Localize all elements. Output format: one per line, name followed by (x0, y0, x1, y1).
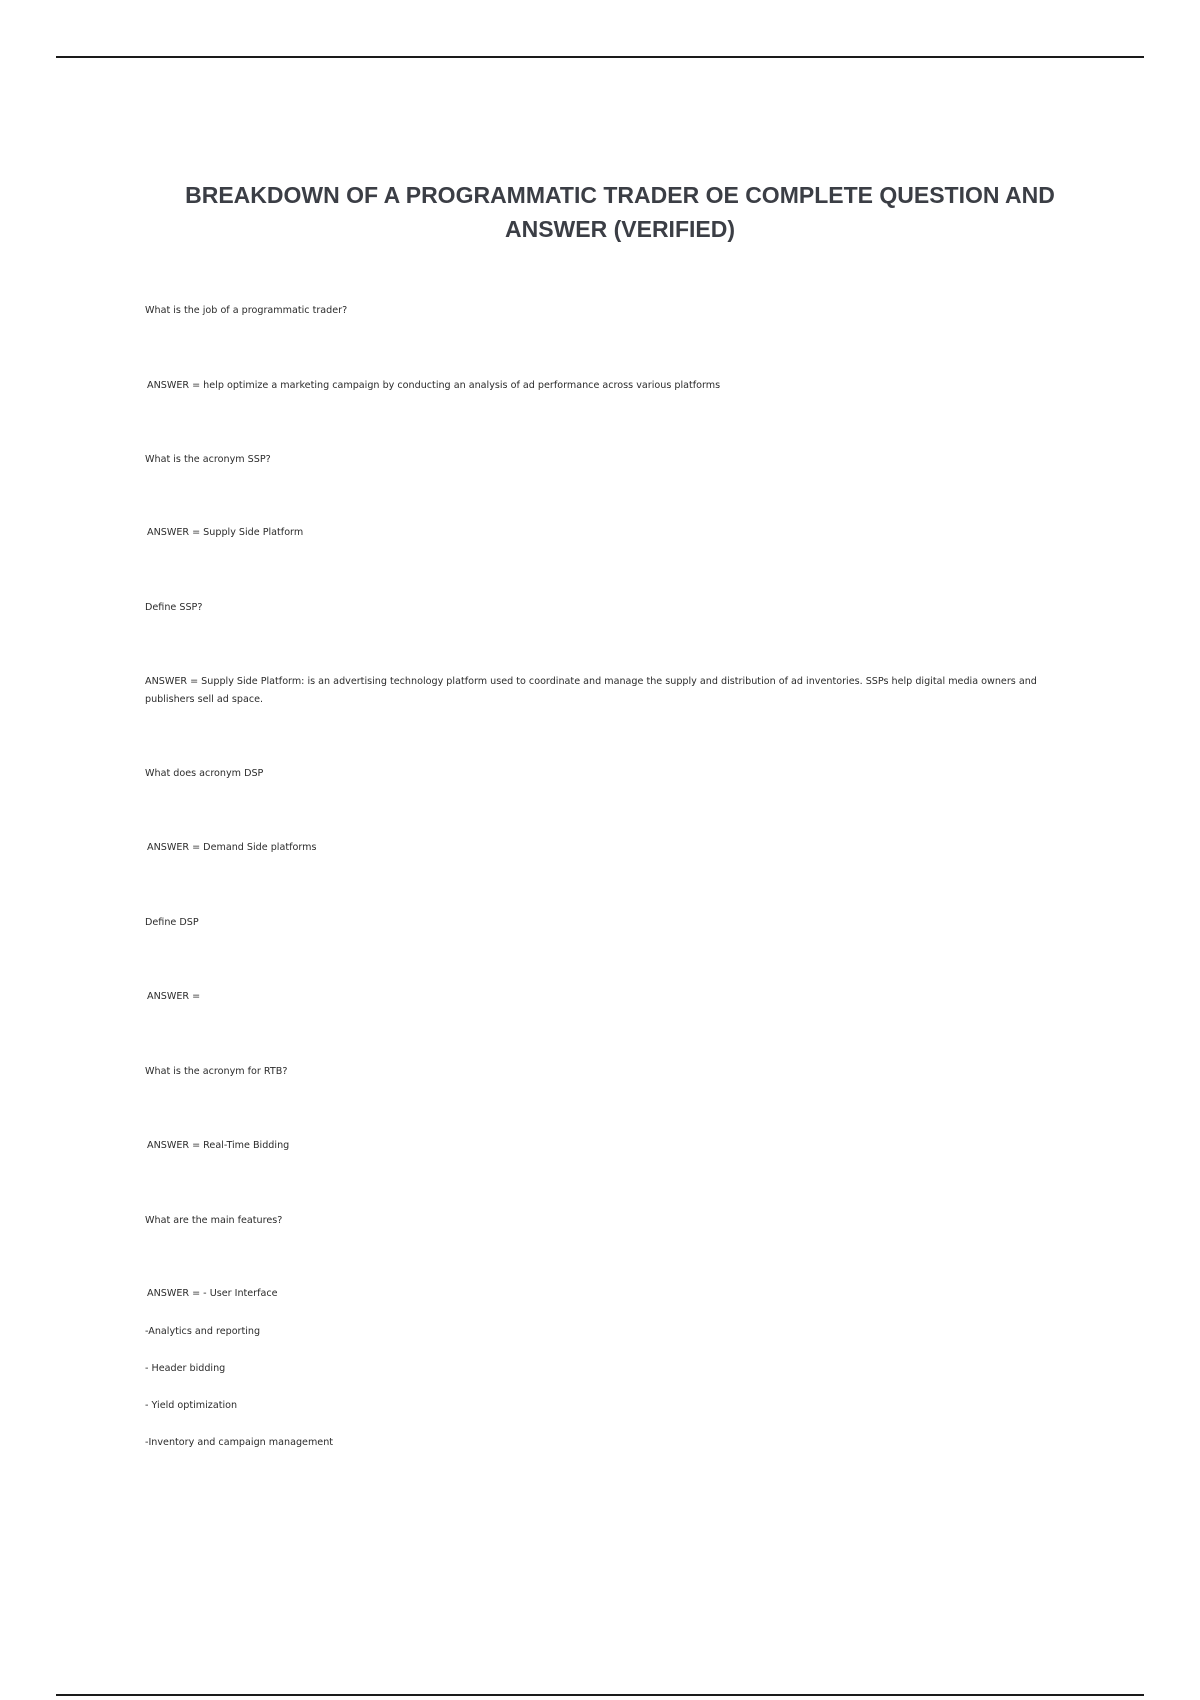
document-title: BREAKDOWN OF A PROGRAMMATIC TRADER OE COMPLETE QUESTION AND ANSWER (VERIFIED) (185, 182, 1055, 242)
question-define-ssp: Define SSP? (145, 602, 203, 613)
answer-acronym-dsp: ANSWER = Demand Side platforms (147, 842, 317, 853)
answer-main-features: ANSWER = - User Interface (147, 1288, 278, 1299)
feature-analytics-reporting: -Analytics and reporting (145, 1326, 261, 1337)
answer-acronym-rtb: ANSWER = Real-Time Bidding (147, 1140, 290, 1151)
answer-define-ssp: ANSWER = Supply Side Platform: is an advertising technology platform used to coordinate and manage the supply and distribution of ad inventories. SSPs help digital media owners and publishers sell ad space. (145, 676, 1037, 705)
top-rule (56, 56, 1144, 58)
feature-inventory-campaign-management: -Inventory and campaign management (145, 1437, 334, 1448)
question-acronym-ssp: What is the acronym SSP? (145, 454, 271, 465)
question-job-of-trader: What is the job of a programmatic trader? (145, 305, 348, 316)
answer-define-dsp: ANSWER = (147, 991, 201, 1002)
feature-header-bidding: - Header bidding (145, 1363, 226, 1374)
question-acronym-dsp: What does acronym DSP (145, 768, 264, 779)
answer-acronym-ssp: ANSWER = Supply Side Platform (147, 527, 304, 538)
question-main-features: What are the main features? (145, 1215, 283, 1226)
answer-job-of-trader: ANSWER = help optimize a marketing campaign by conducting an analysis of ad performance across various platforms (147, 380, 721, 391)
bottom-rule (56, 1694, 1144, 1696)
question-acronym-rtb: What is the acronym for RTB? (145, 1066, 288, 1077)
question-define-dsp: Define DSP (145, 917, 199, 928)
feature-yield-optimization: - Yield optimization (145, 1400, 238, 1411)
